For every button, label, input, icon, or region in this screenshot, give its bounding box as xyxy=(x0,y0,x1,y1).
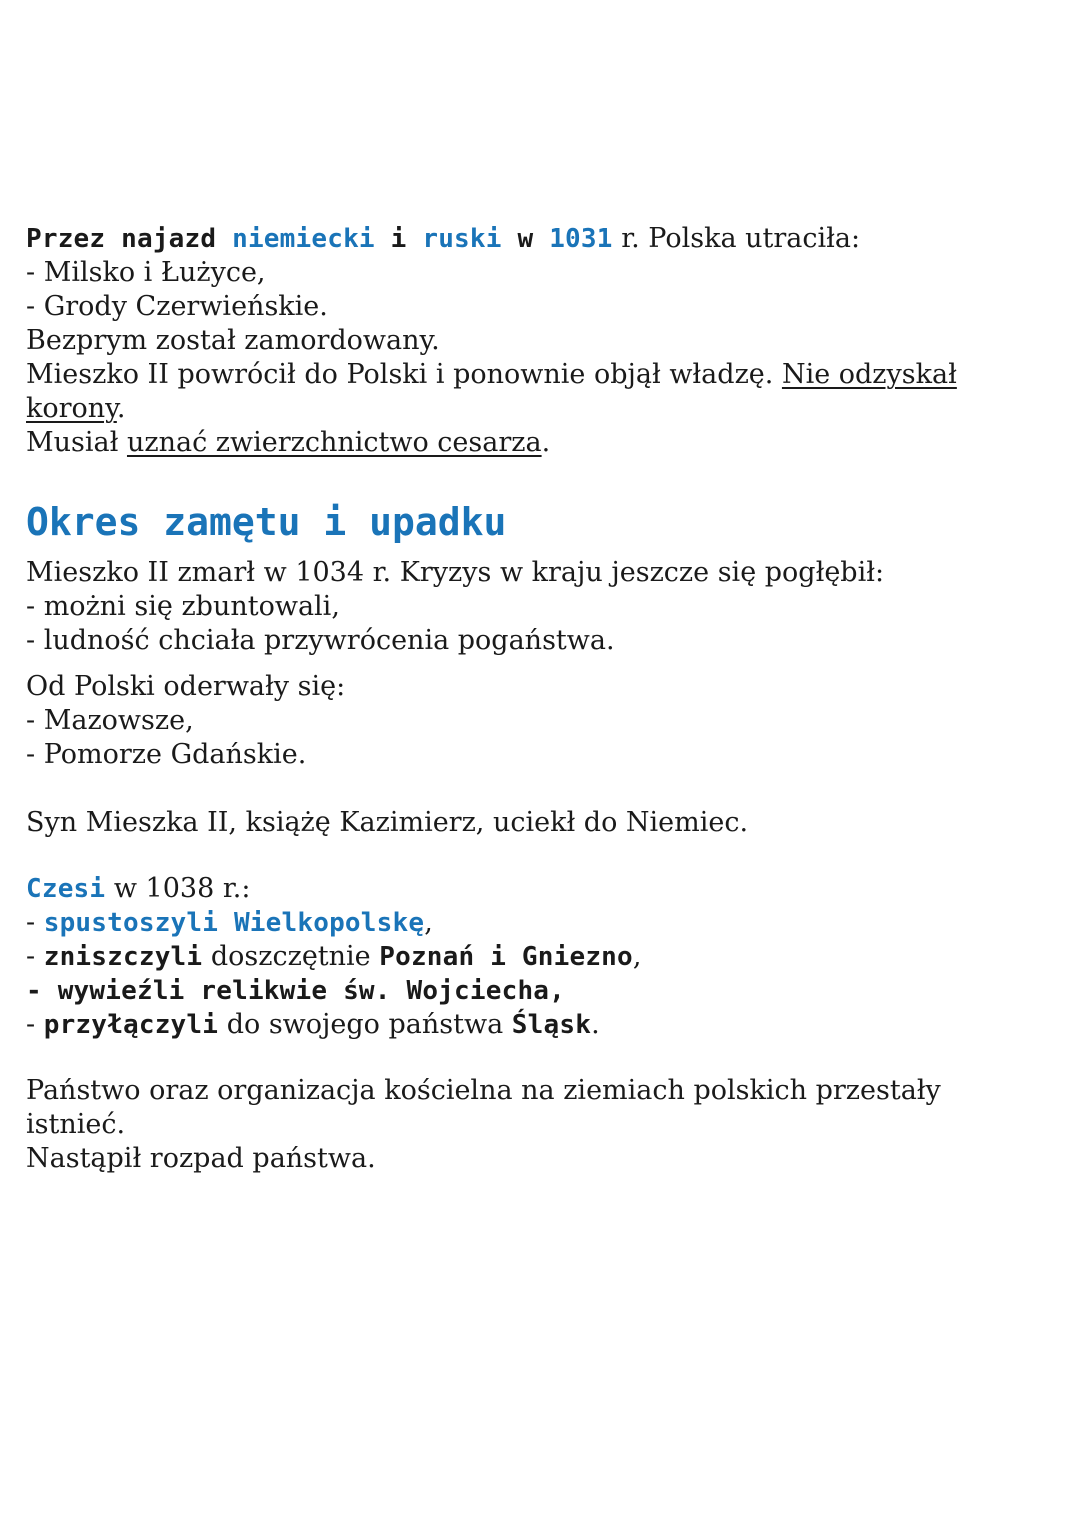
czesi-item-2-dash: - xyxy=(26,941,44,972)
crisis-item-2: - ludność chciała przywrócenia pogaństwa. xyxy=(26,625,615,656)
czesi-item-3: - wywieźli relikwie św. Wojciecha, xyxy=(26,976,566,1006)
intro-line xyxy=(26,222,1026,256)
intro-bold-3: w xyxy=(501,224,550,254)
split-line: Od Polski oderwały się: xyxy=(26,671,346,702)
czesi-item-2 xyxy=(26,940,1026,974)
mieszko-underline-1: Nie odzyskał xyxy=(781,359,957,390)
czesi-item-2-mid: doszczętnie xyxy=(202,941,380,972)
intro-blue-year: 1031 xyxy=(549,224,613,254)
lost-item-2: - Grody Czerwieńskie. xyxy=(26,291,328,322)
czesi-item-4-bold-2: Śląsk xyxy=(511,1010,592,1040)
czesi-item-1-blue: spustoszyli Wielkopolskę xyxy=(43,908,425,938)
intro-blue-niemiecki: niemiecki xyxy=(232,224,375,254)
split-item-1: - Mazowsze, xyxy=(26,705,194,736)
czesi-item-2-bold: zniszczyli xyxy=(43,942,203,972)
end-line-1: Państwo oraz organizacja kościelna na ziemiach polskich przestały xyxy=(26,1075,941,1106)
czesi-rest: w 1038 r.: xyxy=(105,873,251,904)
spacer xyxy=(26,772,1026,806)
czesi-item-2-end: , xyxy=(632,941,642,972)
musial-underline: uznać zwierzchnictwo cesarza xyxy=(126,427,542,458)
bezprym-line: Bezprym został zamordowany. xyxy=(26,325,440,356)
end-line-3: Nastąpił rozpad państwa. xyxy=(26,1143,376,1174)
spacer xyxy=(26,840,1026,872)
intro-rest: r. Polska utraciła: xyxy=(612,223,861,254)
mieszko-end: . xyxy=(116,393,126,424)
intro-blue-ruski: ruski xyxy=(422,224,502,254)
crisis-line: Mieszko II zmarł w 1034 r. Kryzys w kraju jeszcze się pogłębił: xyxy=(26,557,885,588)
intro-bold-1: Przez najazd xyxy=(26,224,233,254)
czesi-item-1-dash: - xyxy=(26,907,44,938)
mieszko-text: Mieszko II powrócił do Polski i ponownie objął władzę. xyxy=(26,359,782,390)
czesi-item-1 xyxy=(26,906,1026,940)
split-item-2: - Pomorze Gdańskie. xyxy=(26,739,307,770)
mieszko-underline-2: korony xyxy=(26,393,117,424)
czesi-item-4-mid: do swojego państwa xyxy=(218,1009,512,1040)
spacer xyxy=(26,658,1026,670)
musial-text: Musiał xyxy=(26,427,127,458)
spacer xyxy=(26,1042,1026,1074)
mieszko-line-2 xyxy=(26,392,1026,426)
musial-end: . xyxy=(541,427,551,458)
czesi-item-2-bold-2: Poznań i Gniezno xyxy=(379,942,633,972)
intro-bold-2: i xyxy=(374,224,423,254)
document-page xyxy=(26,222,1026,1176)
czesi-item-4 xyxy=(26,1008,1026,1042)
czesi-item-4-dash: - xyxy=(26,1009,44,1040)
czesi-item-4-bold: przyłączyli xyxy=(43,1010,219,1040)
mieszko-line xyxy=(26,358,1026,392)
crisis-item-1: - możni się zbuntowali, xyxy=(26,591,340,622)
czesi-item-4-end: . xyxy=(591,1009,600,1040)
section-heading: Okres zamętu i upadku xyxy=(26,500,507,544)
czesi-blue: Czesi xyxy=(26,874,106,904)
son-line: Syn Mieszka II, książę Kazimierz, uciekł do Niemiec. xyxy=(26,807,749,838)
lost-item-1: - Milsko i Łużyce, xyxy=(26,257,266,288)
musial-line xyxy=(26,426,1026,460)
czesi-line xyxy=(26,872,1026,906)
end-line-2: istnieć. xyxy=(26,1109,126,1140)
czesi-item-1-end: , xyxy=(424,907,433,938)
